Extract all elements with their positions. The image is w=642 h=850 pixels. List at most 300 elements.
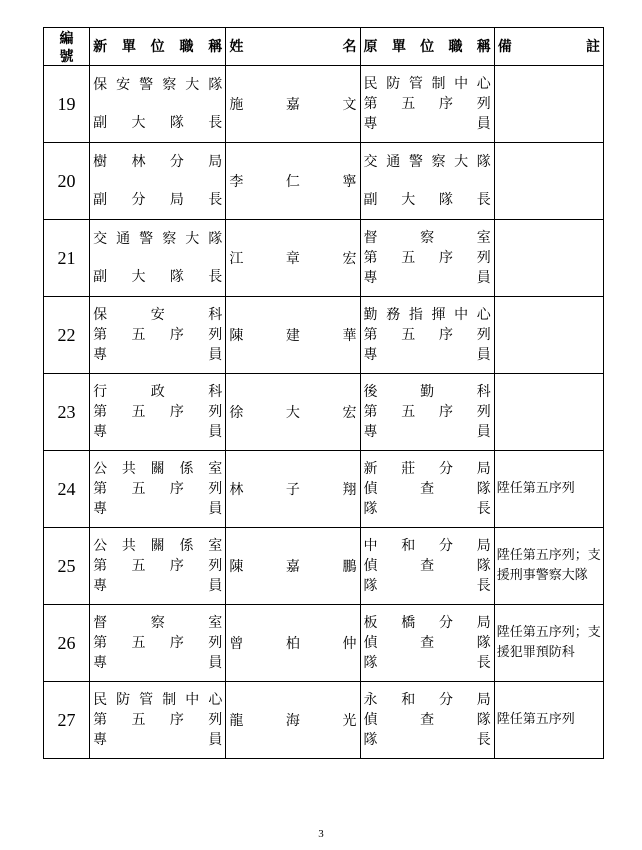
new-title (90, 297, 226, 374)
new-title-line (90, 479, 225, 499)
new-title-char: 序 (169, 327, 184, 343)
new-title-char: 分 (169, 154, 184, 170)
new-title-char: 員 (208, 578, 223, 594)
table-row (44, 297, 604, 374)
old-title-char: 員 (476, 270, 491, 286)
new-title-char: 安 (116, 77, 131, 93)
person-name-char: 大 (285, 405, 300, 421)
person-name-char: 翔 (342, 482, 357, 498)
old-title-char: 長 (476, 192, 491, 208)
person-name-char: 子 (285, 482, 300, 498)
old-title-line (361, 653, 494, 673)
note (494, 605, 603, 682)
header-no (44, 28, 90, 66)
old-title-char: 警 (408, 154, 423, 170)
old-title (360, 143, 494, 220)
old-title-char: 列 (476, 96, 491, 112)
old-title-char: 心 (476, 307, 491, 323)
table-row (44, 451, 604, 528)
person-name-char: 龍 (229, 713, 244, 729)
old-title-char: 五 (401, 327, 416, 343)
old-title-char: 科 (476, 384, 491, 400)
new-title-char: 第 (93, 712, 108, 728)
old-title-line (361, 710, 494, 730)
old-title-line (361, 305, 494, 325)
row-number: 21 (44, 220, 90, 297)
new-title-char: 保 (93, 77, 108, 93)
row-number: 24 (44, 451, 90, 528)
old-title-char: 大 (401, 192, 416, 208)
old-title-char: 局 (476, 615, 491, 631)
old-title-char: 防 (386, 76, 401, 92)
old-title-char: 長 (476, 732, 491, 748)
old-title-line (361, 730, 494, 750)
note-text: 陞任第五序列 (496, 481, 575, 496)
header-note-text-char: 註 (586, 38, 600, 55)
old-title-char: 隊 (476, 481, 491, 497)
old-title-char: 偵 (363, 635, 378, 651)
new-title-char: 列 (208, 481, 223, 497)
new-title-char: 室 (208, 461, 223, 477)
row-number: 19 (44, 66, 90, 143)
note-text: 陞任第五序列；支援犯罪預防科 (496, 625, 601, 660)
new-title-char: 大 (185, 231, 200, 247)
new-title-char: 五 (131, 404, 146, 420)
new-title-char: 察 (150, 615, 165, 631)
new-title-char: 安 (150, 307, 165, 323)
person-name-char: 嘉 (285, 559, 300, 575)
old-title-line (361, 402, 494, 422)
new-title-char: 局 (208, 154, 223, 170)
old-title-char: 查 (420, 712, 435, 728)
old-title-char: 察 (431, 154, 446, 170)
new-title-char: 長 (208, 269, 223, 285)
new-title-char: 五 (131, 481, 146, 497)
new-title-char: 列 (208, 404, 223, 420)
person-name (226, 528, 360, 605)
old-title (360, 297, 494, 374)
new-title-char: 樹 (93, 154, 108, 170)
old-title-char: 第 (363, 327, 378, 343)
new-title-char: 專 (93, 424, 108, 440)
old-title-char: 莊 (401, 461, 416, 477)
new-title-char: 第 (93, 635, 108, 651)
header-new-title-text-char: 稱 (208, 38, 223, 55)
old-title-char: 指 (408, 307, 423, 323)
new-title-char: 長 (208, 192, 223, 208)
old-title-char: 第 (363, 96, 378, 112)
new-title-char: 專 (93, 347, 108, 363)
old-title-char: 心 (476, 76, 491, 92)
new-title-char: 隊 (208, 231, 223, 247)
old-title-char: 隊 (476, 558, 491, 574)
old-title-char: 隊 (476, 154, 491, 170)
new-title-char: 列 (208, 635, 223, 651)
old-title-line (361, 576, 494, 596)
new-title-char: 科 (208, 384, 223, 400)
new-title-char: 長 (208, 115, 223, 131)
new-title-char: 序 (169, 712, 184, 728)
new-title-line (90, 499, 225, 519)
old-title-char: 專 (363, 270, 378, 286)
header-new-title-text-char: 位 (150, 38, 165, 55)
person-name-char: 華 (342, 328, 357, 344)
new-title-line (90, 459, 225, 479)
old-title-char: 專 (363, 347, 378, 363)
new-title-char: 科 (208, 307, 223, 323)
table-row (44, 143, 604, 220)
new-title-char: 第 (93, 481, 108, 497)
new-title-char: 員 (208, 424, 223, 440)
new-title-char: 列 (208, 558, 223, 574)
new-title-char: 副 (93, 192, 108, 208)
new-title-char: 分 (131, 192, 146, 208)
new-title-char: 心 (208, 692, 223, 708)
new-title-char: 保 (93, 307, 108, 323)
table-row (44, 374, 604, 451)
old-title-char: 局 (476, 538, 491, 554)
old-title-line (361, 422, 494, 442)
old-title-char: 長 (476, 655, 491, 671)
new-title-char: 隊 (169, 269, 184, 285)
new-title-line (90, 576, 225, 596)
new-title-char: 大 (131, 115, 146, 131)
old-title-line (361, 556, 494, 576)
new-title-char: 通 (116, 231, 131, 247)
old-title-char: 分 (439, 538, 454, 554)
person-name-char: 仲 (342, 636, 357, 652)
note (494, 451, 603, 528)
row-number: 20 (44, 143, 90, 220)
new-title-char: 中 (185, 692, 200, 708)
new-title-char: 室 (208, 615, 223, 631)
person-name-char: 陳 (229, 559, 244, 575)
old-title-char: 員 (476, 424, 491, 440)
note (494, 143, 603, 220)
header-new-title-text-char: 職 (179, 38, 194, 55)
new-title-line (90, 422, 225, 442)
note (494, 220, 603, 297)
new-title-char: 防 (116, 692, 131, 708)
new-title-char: 交 (93, 231, 108, 247)
old-title-line (361, 536, 494, 556)
old-title-char: 長 (476, 501, 491, 517)
old-title-char: 橋 (401, 615, 416, 631)
header-no-text (44, 30, 89, 64)
old-title-char: 偵 (363, 481, 378, 497)
old-title-line (361, 190, 494, 210)
old-title (360, 220, 494, 297)
new-title-char: 隊 (169, 115, 184, 131)
old-title-char: 專 (363, 116, 378, 132)
header-name (226, 28, 360, 66)
header-old-title-text-char: 職 (448, 38, 463, 55)
person-name-char: 宏 (342, 251, 357, 267)
table-row (44, 528, 604, 605)
old-title-char: 制 (431, 76, 446, 92)
old-title-char: 察 (420, 230, 435, 246)
old-title-char: 分 (439, 461, 454, 477)
header-name-text-char: 姓 (229, 38, 244, 55)
header-name-text (226, 38, 359, 56)
old-title-char: 板 (363, 615, 378, 631)
new-title (90, 605, 226, 682)
old-title-char: 隊 (363, 501, 378, 517)
new-title-char: 專 (93, 578, 108, 594)
new-title-line (90, 710, 225, 730)
new-title-char: 五 (131, 327, 146, 343)
old-title-char: 分 (439, 692, 454, 708)
new-title-char: 警 (139, 231, 154, 247)
person-name-char: 李 (229, 174, 244, 190)
new-title-char: 員 (208, 732, 223, 748)
table-row (44, 605, 604, 682)
new-title-line (90, 653, 225, 673)
old-title (360, 682, 494, 759)
old-title-char: 分 (439, 615, 454, 631)
old-title-char: 民 (363, 76, 378, 92)
note (494, 297, 603, 374)
old-title-char: 管 (408, 76, 423, 92)
person-name (226, 451, 360, 528)
old-title (360, 66, 494, 143)
old-title-line (361, 248, 494, 268)
old-title-char: 第 (363, 404, 378, 420)
old-title-char: 查 (420, 635, 435, 651)
new-title-line (90, 402, 225, 422)
old-title-char: 勤 (363, 307, 378, 323)
old-title-char: 五 (401, 250, 416, 266)
old-title-line (361, 325, 494, 345)
row-number: 26 (44, 605, 90, 682)
person-name (226, 297, 360, 374)
old-title-char: 中 (454, 307, 469, 323)
header-note-text-char: 備 (497, 38, 512, 55)
new-title-char: 列 (208, 712, 223, 728)
table-body (44, 66, 604, 759)
new-title-line (90, 152, 225, 172)
new-title (90, 451, 226, 528)
old-title-line (361, 499, 494, 519)
old-title-char: 五 (401, 96, 416, 112)
old-title-char: 和 (401, 692, 416, 708)
note-text: 陞任第五序列 (496, 712, 575, 727)
person-name-char: 寧 (342, 174, 357, 190)
old-title-char: 偵 (363, 558, 378, 574)
header-name-text-char: 名 (342, 38, 357, 55)
header-note-text (495, 38, 603, 56)
person-name (226, 682, 360, 759)
old-title-char: 室 (476, 230, 491, 246)
new-title-char: 列 (208, 327, 223, 343)
person-name-char: 江 (229, 251, 244, 267)
new-title-char: 序 (169, 558, 184, 574)
new-title-char: 員 (208, 347, 223, 363)
new-title-char: 副 (93, 115, 108, 131)
old-title-line (361, 633, 494, 653)
old-title-char: 員 (476, 116, 491, 132)
new-title-char: 員 (208, 655, 223, 671)
old-title-char: 新 (363, 461, 378, 477)
new-title-char: 大 (131, 269, 146, 285)
header-old-title (360, 28, 494, 66)
new-title-char: 序 (169, 635, 184, 651)
new-title-char: 大 (185, 77, 200, 93)
header-old-title-text-char: 稱 (476, 38, 491, 55)
person-name-char: 柏 (285, 636, 300, 652)
old-title-line (361, 459, 494, 479)
person-name (226, 220, 360, 297)
new-title-line (90, 633, 225, 653)
new-title-char: 五 (131, 558, 146, 574)
new-title-char: 係 (179, 461, 194, 477)
person-name (226, 605, 360, 682)
row-number: 22 (44, 297, 90, 374)
new-title-char: 政 (150, 384, 165, 400)
table-row (44, 66, 604, 143)
new-title-char: 五 (131, 712, 146, 728)
person-name-char: 章 (285, 251, 300, 267)
old-title (360, 374, 494, 451)
new-title-char: 專 (93, 655, 108, 671)
new-title-char: 專 (93, 501, 108, 517)
new-title-char: 第 (93, 404, 108, 420)
row-number: 25 (44, 528, 90, 605)
header-old-title-text-char: 位 (420, 38, 435, 55)
old-title (360, 528, 494, 605)
old-title-char: 交 (363, 154, 378, 170)
person-name-char: 仁 (285, 174, 300, 190)
new-title-char: 五 (131, 635, 146, 651)
old-title-char: 中 (454, 76, 469, 92)
new-title (90, 66, 226, 143)
old-title-char: 永 (363, 692, 378, 708)
header-old-title-text (361, 38, 494, 56)
header-old-title-text-char: 原 (363, 38, 378, 55)
note (494, 66, 603, 143)
old-title-char: 查 (420, 481, 435, 497)
person-name-char: 鵬 (342, 559, 357, 575)
old-title-char: 通 (386, 154, 401, 170)
old-title-line (361, 345, 494, 365)
old-title-line (361, 228, 494, 248)
old-title-char: 列 (476, 250, 491, 266)
header-no-text-char: 編 (59, 30, 74, 47)
old-title-char: 序 (439, 327, 454, 343)
new-title-line (90, 267, 225, 287)
old-title-char: 後 (363, 384, 378, 400)
header-new-title (90, 28, 226, 66)
new-title-char: 序 (169, 481, 184, 497)
old-title-char: 序 (439, 250, 454, 266)
old-title-char: 專 (363, 424, 378, 440)
old-title-line (361, 74, 494, 94)
new-title-char: 序 (169, 404, 184, 420)
new-title-char: 副 (93, 269, 108, 285)
person-name-char: 海 (285, 713, 300, 729)
new-title-line (90, 345, 225, 365)
old-title-char: 隊 (363, 578, 378, 594)
new-title-char: 係 (179, 538, 194, 554)
old-title-char: 第 (363, 250, 378, 266)
new-title (90, 374, 226, 451)
new-title-line (90, 556, 225, 576)
new-title-line (90, 190, 225, 210)
person-name-char: 建 (285, 328, 300, 344)
new-title-line (90, 113, 225, 133)
new-title-char: 察 (162, 231, 177, 247)
header-new-title-text-char: 新 (93, 38, 108, 55)
old-title-char: 大 (454, 154, 469, 170)
old-title-char: 列 (476, 327, 491, 343)
old-title-char: 勤 (420, 384, 435, 400)
old-title-line (361, 613, 494, 633)
new-title-char: 行 (93, 384, 108, 400)
old-title-char: 隊 (476, 635, 491, 651)
new-title-char: 隊 (208, 77, 223, 93)
person-name-char: 林 (229, 482, 244, 498)
old-title (360, 605, 494, 682)
row-number: 27 (44, 682, 90, 759)
note (494, 528, 603, 605)
note (494, 682, 603, 759)
new-title-line (90, 382, 225, 402)
person-name-char: 施 (229, 97, 244, 113)
new-title (90, 143, 226, 220)
new-title-line (90, 75, 225, 95)
old-title-line (361, 382, 494, 402)
table-header (44, 28, 604, 66)
new-title-line (90, 690, 225, 710)
new-title-char: 林 (131, 154, 146, 170)
old-title-char: 務 (386, 307, 401, 323)
old-title-char: 隊 (363, 655, 378, 671)
header-new-title-text (90, 38, 225, 56)
old-title-char: 隊 (476, 712, 491, 728)
new-title-line (90, 730, 225, 750)
old-title-line (361, 479, 494, 499)
old-title-char: 隊 (439, 192, 454, 208)
header-note (494, 28, 603, 66)
new-title-char: 局 (169, 192, 184, 208)
new-title-char: 警 (139, 77, 154, 93)
old-title-char: 副 (363, 192, 378, 208)
person-name-char: 光 (342, 713, 357, 729)
page-number: 3 (318, 828, 324, 840)
new-title (90, 220, 226, 297)
new-title-char: 公 (93, 461, 108, 477)
old-title-char: 員 (476, 347, 491, 363)
person-name (226, 374, 360, 451)
new-title-char: 共 (121, 538, 136, 554)
old-title-char: 局 (476, 461, 491, 477)
new-title-char: 關 (150, 538, 165, 554)
old-title-char: 中 (363, 538, 378, 554)
old-title-char: 隊 (363, 732, 378, 748)
old-title-line (361, 94, 494, 114)
person-name-char: 曾 (229, 636, 244, 652)
table-row (44, 682, 604, 759)
new-title (90, 682, 226, 759)
new-title-line (90, 536, 225, 556)
person-name-char: 徐 (229, 405, 244, 421)
new-title-char: 專 (93, 732, 108, 748)
old-title-char: 揮 (431, 307, 446, 323)
note-text: 陞任第五序列；支援刑事警察大隊 (496, 548, 601, 583)
old-title-char: 督 (363, 230, 378, 246)
old-title (360, 451, 494, 528)
person-name (226, 66, 360, 143)
